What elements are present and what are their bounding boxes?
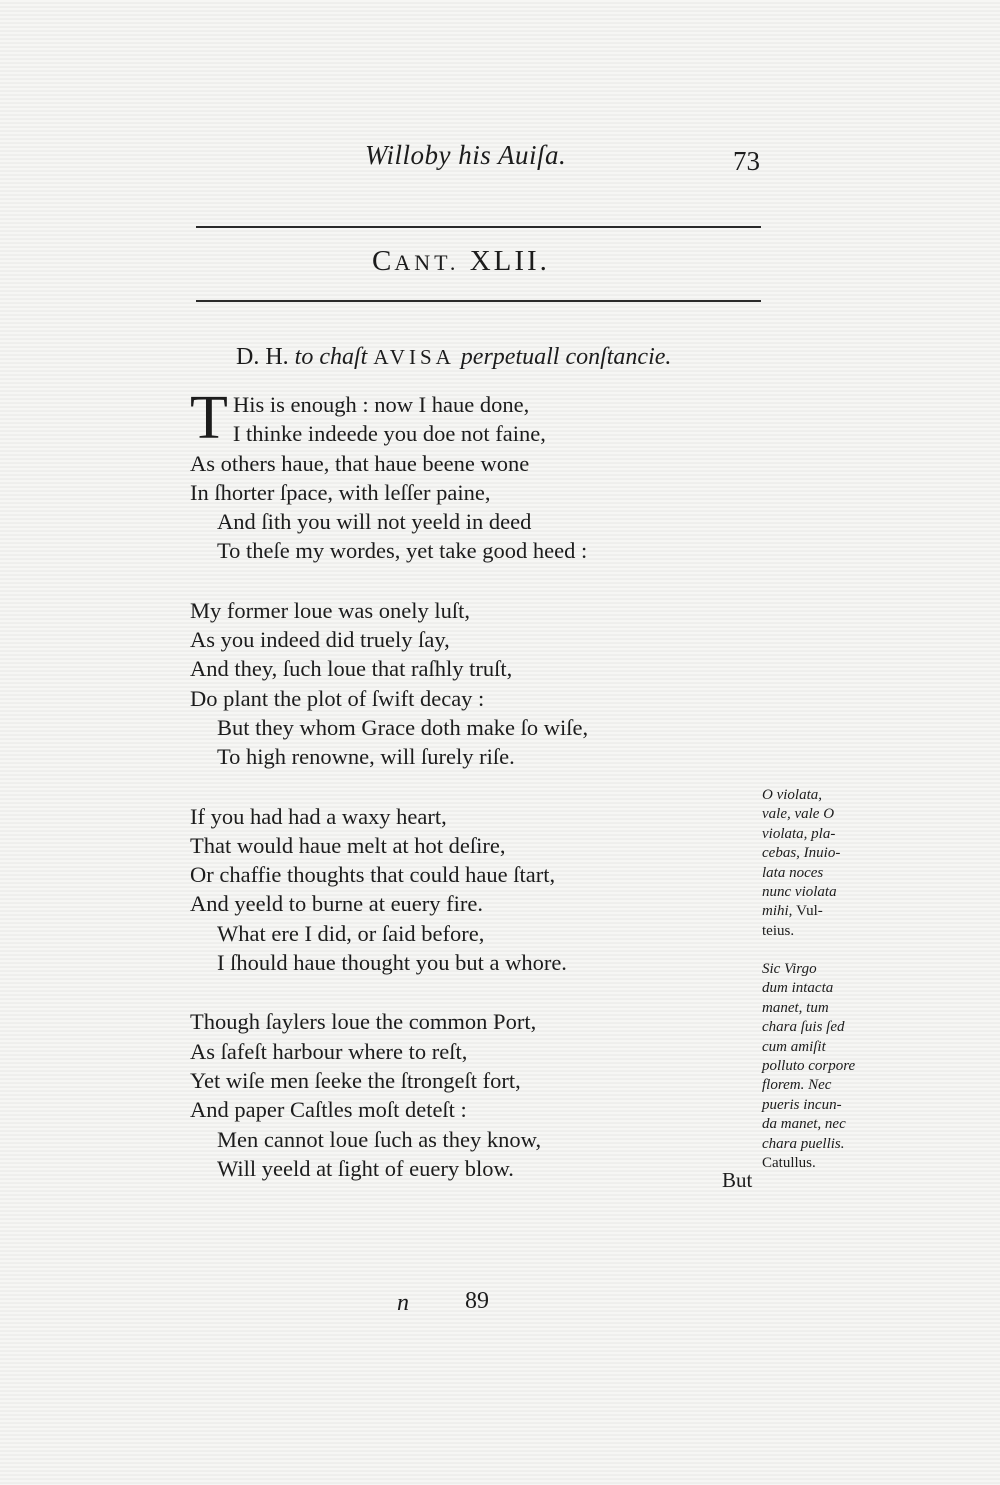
- note-line: florem. Nec: [762, 1077, 832, 1094]
- verse-line: His is enough : now I haue done,: [233, 392, 530, 417]
- note-line: polluto corpore: [762, 1058, 856, 1075]
- note-line: nunc violata: [762, 884, 837, 901]
- note-line: cum amiſit: [762, 1038, 826, 1055]
- catchword: But: [722, 1168, 753, 1192]
- note-line: cebas, Inuio-: [762, 845, 841, 862]
- note-line: violata, pla-: [762, 825, 836, 842]
- stanza-1: [190, 384, 710, 566]
- canto-heading: [372, 245, 550, 278]
- verse-line: That would haue melt at hot deſire,: [190, 832, 506, 858]
- dedication: [236, 344, 671, 371]
- verse-line: And paper Caſtles moſt deteſt :: [190, 1097, 467, 1123]
- verse-line: To theſe my wordes, yet take good heed :: [217, 538, 588, 564]
- canto-prefix-small: ANT.: [394, 250, 460, 275]
- note-line: O violata,: [762, 787, 822, 803]
- note-line: lata noces: [762, 864, 824, 881]
- running-title: Willoby his Auiſa.: [365, 140, 567, 170]
- verse-line: Or chaffie thoughts that could haue ſtart,: [190, 862, 556, 888]
- note-line: pueris incun-: [762, 1096, 842, 1113]
- drop-cap: T: [190, 384, 228, 452]
- note-author: Vul-: [796, 903, 823, 920]
- dedication-name: AVISA: [373, 345, 455, 369]
- note-author: Catullus.: [762, 1155, 816, 1172]
- verse-line: I ſhould haue thought you but a whore.: [217, 950, 567, 976]
- margin-note-vulteius: [762, 786, 882, 941]
- stanza-2: [190, 596, 710, 772]
- verse-line: In ſhorter ſpace, with leſſer paine,: [190, 479, 491, 505]
- verse-line: But they whom Grace doth make ſo wiſe,: [217, 714, 589, 740]
- note-line: dum intacta: [762, 980, 834, 997]
- verse-line: I thinke indeede you doe not faine,: [232, 421, 546, 447]
- verse-line: My former loue was onely luſt,: [190, 597, 470, 623]
- dedication-initials: D. H.: [236, 344, 289, 370]
- poem: [190, 384, 710, 1213]
- dedication-to: to chaſt: [294, 344, 368, 370]
- stanza-3: [190, 802, 710, 978]
- verse-line: As you indeed did truely ſay,: [190, 627, 450, 653]
- stanza-4: [190, 1007, 710, 1183]
- verse-line: If you had had a waxy heart,: [190, 803, 447, 829]
- verse-line: To high renowne, will ſurely riſe.: [217, 744, 515, 770]
- verse-line: Men cannot loue ſuch as they know,: [217, 1126, 542, 1152]
- verse-line: And ſith you will not yeeld in deed: [217, 509, 532, 535]
- dedication-rest: perpetuall conſtancie.: [460, 344, 672, 370]
- verse-line: Though ſaylers loue the common Port,: [190, 1009, 537, 1035]
- page-number: 73: [733, 146, 760, 176]
- verse-line: Will yeeld at ſight of euery blow.: [217, 1155, 514, 1181]
- verse-line: As ſafeſt harbour where to reſt,: [190, 1038, 468, 1064]
- verse-line: Yet wiſe men ſeeke the ſtrongeſt fort,: [190, 1067, 521, 1093]
- note-line: da manet, nec: [762, 1116, 846, 1133]
- top-rule: [196, 226, 761, 228]
- note-author: teius.: [762, 922, 795, 939]
- verse-line: And they, ſuch loue that raſhly truſt,: [190, 656, 513, 682]
- note-line: vale, vale O: [762, 806, 835, 823]
- note-line: chara ſuis ſed: [762, 1019, 845, 1036]
- verse-line: Do plant the plot of ſwift decay :: [190, 685, 485, 711]
- bottom-rule: [196, 300, 761, 302]
- folio-number: 89: [465, 1288, 489, 1314]
- note-line: manet, tum: [762, 999, 829, 1016]
- note-text: mihi,: [762, 903, 793, 920]
- verse-line: And yeeld to burne at euery fire.: [190, 891, 484, 917]
- verse-line: As others haue, that haue beene wone: [190, 450, 530, 476]
- note-line: [762, 902, 882, 921]
- verse-line: What ere I did, or ſaid before,: [217, 920, 485, 946]
- note-line: Sic Virgo: [762, 961, 817, 977]
- canto-number: XLII.: [469, 245, 550, 277]
- margin-note-catullus: [762, 960, 882, 1173]
- signature-mark: n: [397, 1290, 409, 1316]
- note-line: chara puellis.: [762, 1135, 845, 1152]
- canto-prefix-cap: C: [372, 245, 395, 277]
